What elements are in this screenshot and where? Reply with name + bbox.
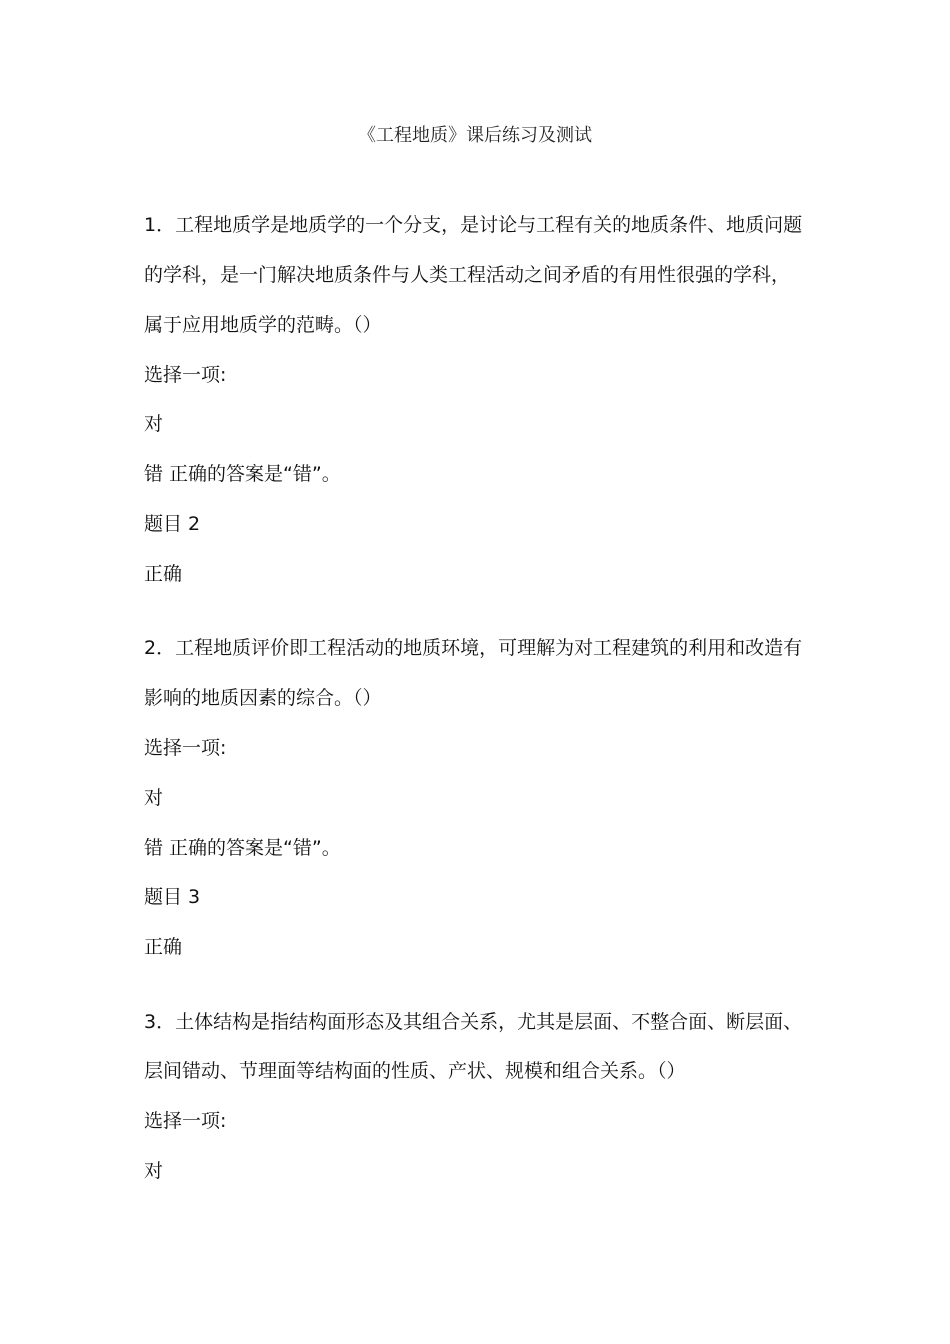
question-3-text-line-2: 层间错动、节理面等结构面的性质、产状、规模和组合关系。（） [144,1060,686,1082]
question-3-heading: 题目 3 [144,886,201,908]
page-title: 《工程地质》课后练习及测试 [358,125,592,146]
question-2-heading: 题目 2 [144,513,201,535]
question-1-text-line-3: 属于应用地质学的范畴。（） [144,314,382,336]
question-3-status: 正确 [144,936,183,958]
question-1-choose-label: 选择一项: [144,364,227,386]
question-2-option-true: 对 [144,787,164,809]
question-3-option-true: 对 [144,1160,164,1182]
question-2-text-line-2: 影响的地质因素的综合。（） [144,687,382,709]
question-1-option-false-answer: 错 正确的答案是“错”。 [144,463,341,485]
question-3-choose-label: 选择一项: [144,1110,227,1132]
question-2-text-line-1: 2．工程地质评价即工程活动的地质环境，可理解为对工程建筑的利用和改造有 [144,637,803,659]
question-1-text-line-1: 1．工程地质学是地质学的一个分支，是讨论与工程有关的地质条件、地质问题 [144,214,803,236]
question-2-status: 正确 [144,563,183,585]
question-3-text-line-1: 3．土体结构是指结构面形态及其组合关系，尤其是层面、不整合面、断层面、 [144,1011,803,1033]
question-1-text-line-2: 的学科，是一门解决地质条件与人类工程活动之间矛盾的有用性很强的学科， [144,264,791,286]
question-1-option-true: 对 [144,413,164,435]
question-2-choose-label: 选择一项: [144,737,227,759]
question-2-option-false-answer: 错 正确的答案是“错”。 [144,837,341,859]
